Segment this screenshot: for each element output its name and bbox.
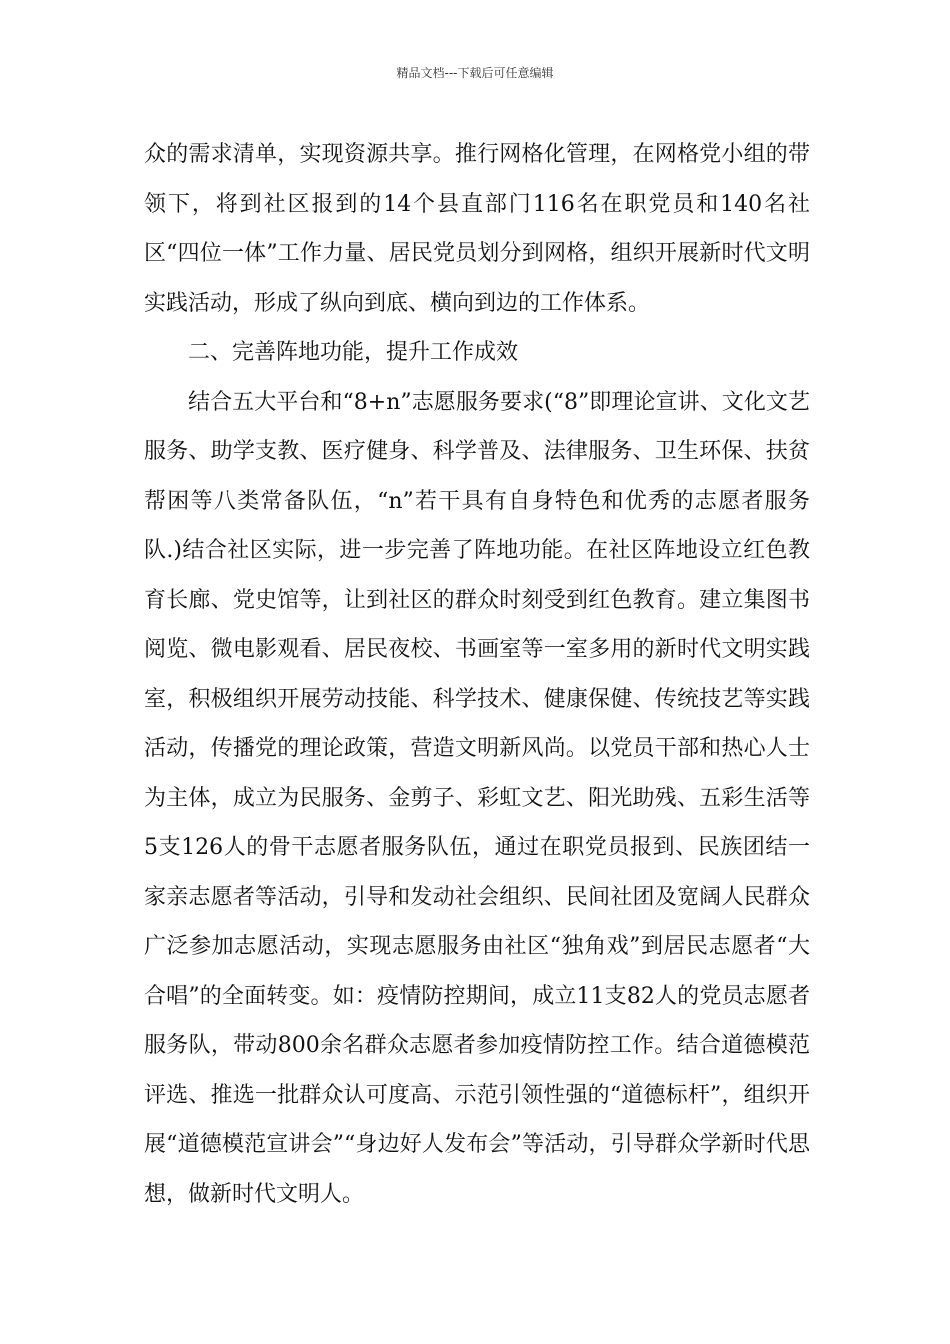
document-body xyxy=(144,130,810,1219)
body-paragraph: 结合五大平台和“8+n”志愿服务要求(“8”即理论宣讲、文化文艺服务、助学支教、医疗健身、科学普及、法律服务、卫生环保、扶贫帮困等八类常备队伍，“n”若干具有自身特色和优秀的志愿者服务队.)结合社区实际，进一步完善了阵地功能。在社区阵地设立红色教育长廊、党史馆等，让到社区的群众时刻受到红色教育。建立集图书阅览、微电影观看、居民夜校、书画室等一室多用的新时代文明实践室，积极组织开展劳动技能、科学技术、健康保健、传统技艺等实践活动，传播党的理论政策，营造文明新风尚。以党员干部和热心人士为主体，成立为民服务、金剪子、彩虹文艺、阳光助残、五彩生活等5支126人的骨干志愿者服务队伍，通过在职党员报到、民族团结一家亲志愿者等活动，引导和发动社会组织、民间社团及宽阔人民群众广泛参加志愿活动，实现志愿服务由社区“独角戏”到居民志愿者“大合唱”的全面转变。如：疫情防控期间，成立11支82人的党员志愿者服务队，带动800余名群众志愿者参加疫情防控工作。结合道德模范评选、推选一批群众认可度高、示范引领性强的“道德标杆”，组织开展“道德模范宣讲会”“身边好人发布会”等活动，引导群众学新时代思想，做新时代文明人。 xyxy=(144,389,810,1207)
body-paragraph-continuation: 众的需求清单，实现资源共享。推行网格化管理，在网格党小组的带领下，将到社区报到的14个县直部门116名在职党员和140名社区“四位一体”工作力量、居民党员划分到网格，组织开展新时代文明实践活动，形成了纵向到底、横向到边的工作体系。 xyxy=(144,142,810,316)
page-header: 精品文档---下载后可任意编辑 xyxy=(396,66,554,80)
section-heading: 二、完善阵地功能，提升工作成效 xyxy=(188,340,519,365)
